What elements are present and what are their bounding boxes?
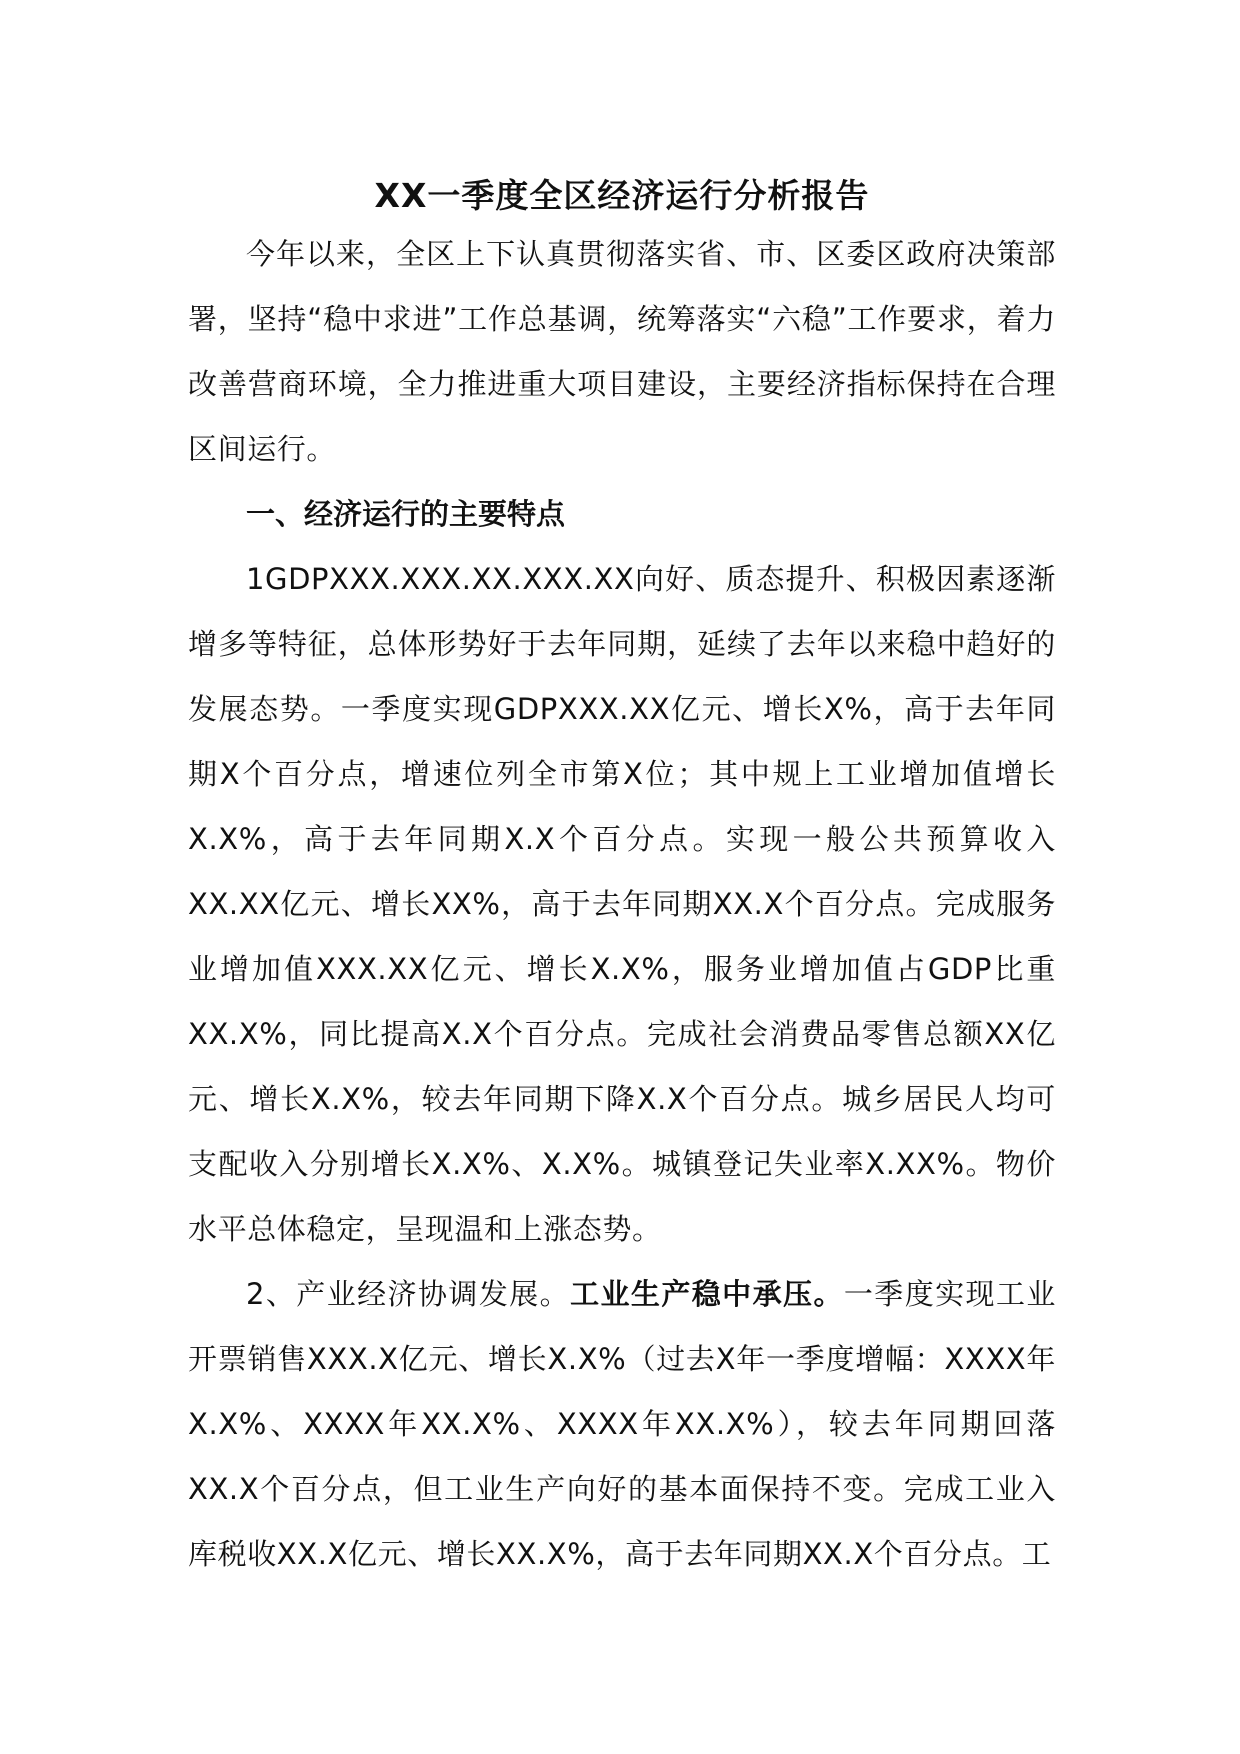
paragraph-gdp: 1GDPXXX.XXX.XX.XXX.XX向好、质态提升、积极因素逐渐增多等特征，总体形势好于去年同期，延续了去年以来稳中趋好的发展态势。一季度实现GDPXXX.XX亿元、增长X%，高于去年同期X个百分点，增速位列全市第X位；其中规上工业增加值增长X.X%，高于去年同期X.X个百分点。实现一般公共预算收入XX.XX亿元、增长XX%，高于去年同期XX.X个百分点。完成服务业增加值XXX.XX亿元、增长X.X%，服务业增加值占GDP比重XX.X%，同比提高X.X个百分点。完成社会消费品零售总额XX亿元、增长X.X%，较去年同期下降X.X个百分点。城乡居民人均可支配收入分别增长X.X%、X.X%。城镇登记失业率X.XX%。物价水平总体稳定，呈现温和上涨态势。: [188, 562, 1056, 1246]
paragraph-industry: [188, 1262, 1056, 1587]
paragraph-bold-phrase: 工业生产稳中承压。: [570, 1277, 844, 1311]
paragraph-lead: 2、产业经济协调发展。: [246, 1277, 571, 1311]
intro-paragraph: 今年以来，全区上下认真贯彻落实省、市、区委区政府决策部署，坚持“稳中求进”工作总基调，统筹落实“六稳”工作要求，着力改善营商环境，全力推进重大项目建设，主要经济指标保持在合理区间运行。: [188, 237, 1056, 466]
document-title: XX一季度全区经济运行分析报告: [374, 176, 870, 215]
document-page: [188, 170, 1056, 1587]
paragraph-body: 一季度实现工业开票销售XXX.X亿元、增长X.X%（过去X年一季度增幅：XXXX年X.X%、XXXX年XX.X%、XXXX年XX.X%），较去年同期回落XX.X个百分点，但工业生产向好的基本面保持不变。完成工业入库税收XX.X亿元、增长XX.X%，高于去年同期XX.X个百分点。工: [188, 1277, 1056, 1571]
section-heading: 一、经济运行的主要特点: [246, 497, 566, 531]
